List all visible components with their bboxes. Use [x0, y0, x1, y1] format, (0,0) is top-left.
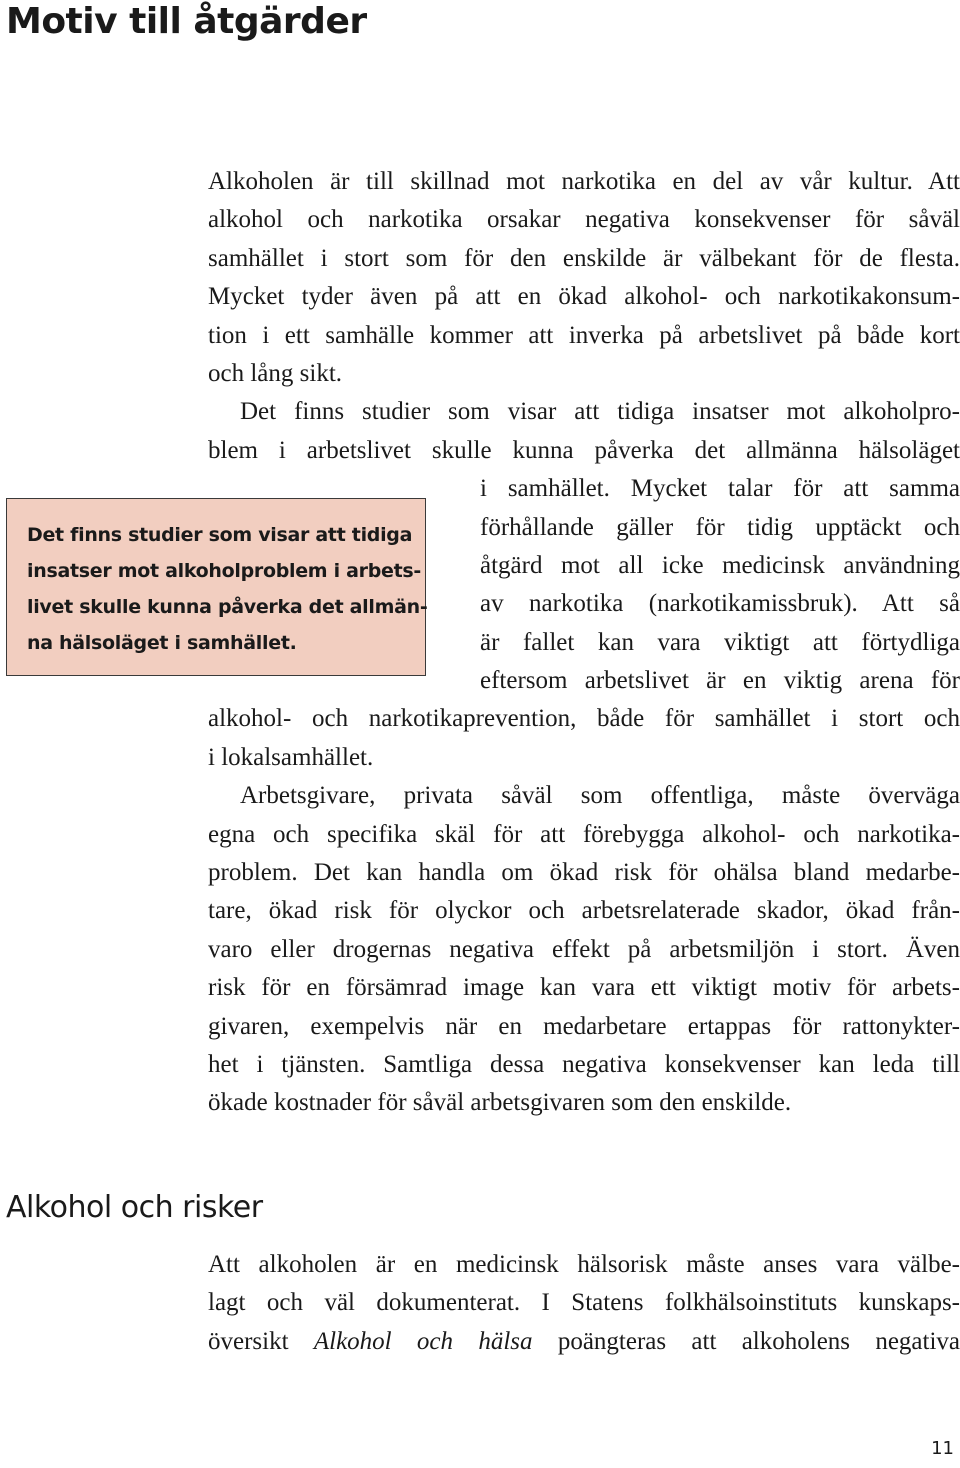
text-line: lagt och väl dokumenterat. I Statens folkhälsoinstituts kunskaps-	[208, 1289, 960, 1317]
pull-quote-line: Det finns studier som visar att tidiga	[27, 524, 413, 546]
text-span: översikt	[208, 1327, 314, 1355]
text-line: samhället i stort som för den enskilde är välbekant för de flesta.	[208, 244, 960, 272]
text-line: åtgärd mot all icke medicinsk användning	[480, 551, 960, 579]
section-heading-motiv: Motiv till åtgärder	[6, 1, 367, 42]
text-line: ökade kostnader för såväl arbetsgivaren som den enskilde.	[208, 1089, 792, 1117]
text-line	[208, 1323, 960, 1361]
text-line: förhållande gäller för tidig upptäckt och	[480, 513, 960, 541]
text-line: egna och specifika skäl för att förebygga alkohol- och narkotika-	[208, 820, 960, 848]
text-line: Det finns studier som visar att tidiga insatser mot alkoholpro-	[240, 398, 960, 426]
text-line: i samhället. Mycket talar för att samma	[480, 475, 960, 503]
pull-quote-box	[6, 498, 426, 676]
text-line: varo eller drogernas negativa effekt på arbetsmiljön i stort. Även	[208, 935, 960, 963]
text-line: är fallet kan vara viktigt att förtydliga	[480, 628, 960, 656]
text-line: Alkoholen är till skillnad mot narkotika en del av vår kultur. Att	[208, 168, 960, 195]
body-text-lower	[208, 1246, 960, 1361]
text-line: tion i ett samhälle kommer att inverka på arbetslivet på både kort	[208, 321, 960, 349]
publication-title: Alkohol och hälsa	[313, 1327, 533, 1355]
text-line: problem. Det kan handla om ökad risk för ohälsa bland medarbe-	[208, 859, 960, 887]
text-line: alkohol och narkotika orsakar negativa konsekvenser för såväl	[208, 206, 960, 234]
section-heading-alkohol-och-risker: Alkohol och risker	[6, 1190, 263, 1225]
text-line: alkohol- och narkotikaprevention, både för samhället i stort och	[208, 705, 960, 733]
text-line: risk för en försämrad image kan vara ett viktigt motiv för arbets-	[208, 974, 960, 1002]
text-line: Att alkoholen är en medicinsk hälsorisk måste anses vara välbe-	[208, 1251, 960, 1278]
pull-quote-line: na hälsoläget i samhället.	[27, 632, 297, 654]
text-line: tare, ökad risk för olyckor och arbetsrelaterade skador, ökad från-	[208, 897, 960, 925]
page-number: 11	[931, 1438, 954, 1459]
pull-quote-line: insatser mot alkoholproblem i arbets-	[27, 560, 422, 582]
text-line: och lång sikt.	[208, 359, 343, 387]
pull-quote-line: livet skulle kunna påverka det allmän-	[27, 596, 428, 618]
text-line: het i tjänsten. Samtliga dessa negativa konsekvenser kan leda till	[208, 1050, 960, 1078]
text-line: av narkotika (narkotikamissbruk). Att så	[480, 590, 960, 618]
text-line: eftersom arbetslivet är en viktig arena för	[480, 667, 960, 695]
text-line: givaren, exempelvis när en medarbetare ertappas för rattonykter-	[208, 1012, 960, 1040]
text-line: blem i arbetslivet skulle kunna påverka det allmänna hälsoläget	[208, 436, 960, 464]
text-span: poängteras att alkoholens negativa	[532, 1327, 960, 1355]
text-line: i lokalsamhället.	[208, 743, 374, 771]
text-line: Mycket tyder även på att en ökad alkohol- och narkotikakonsum-	[208, 283, 960, 311]
text-line: Arbetsgivare, privata såväl som offentliga, måste överväga	[240, 782, 960, 810]
